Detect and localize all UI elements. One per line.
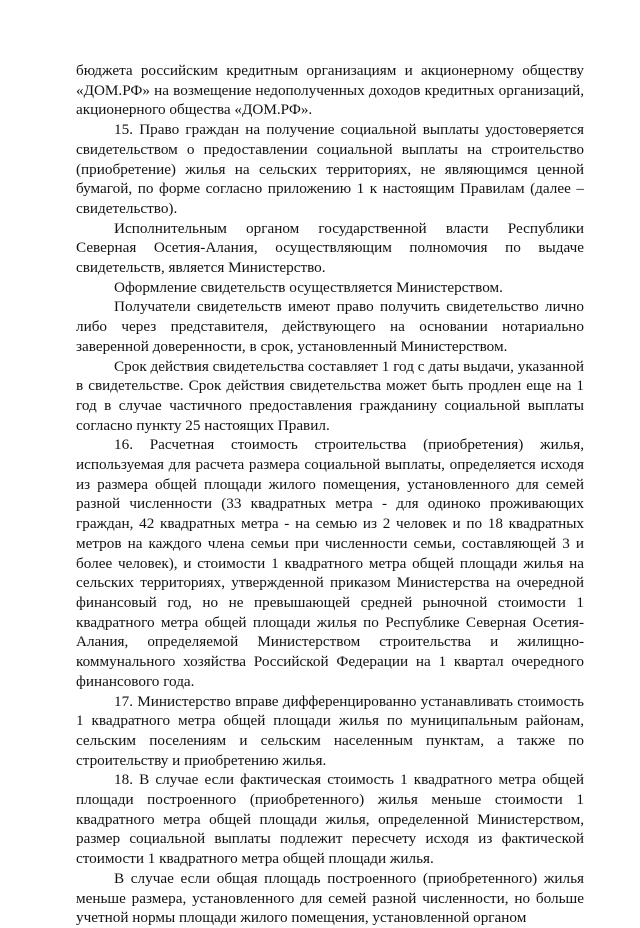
paragraph-recipients: Получатели свидетельств имеют право получить свидетельство лично либо через представителя, действующего на основании нотариально заверенной доверенности, в срок, установленный Министерством. [76,298,584,355]
paragraph-area-case: В случае если общая площадь построенного (приобретенного) жилья меньше размера, установленного для семей разной численности, но больше учетной нормы площади жилого помещения, установленной органом [76,869,584,927]
paragraph-budget-continuation: бюджета российским кредитным организациям и акционерному обществу «ДОМ.РФ» на возмещение недополученных доходов кредитных организаций, акционерного общества «ДОМ.РФ». [76,62,584,119]
paragraph-17-differentiation: 17. Министерство вправе дифференцированно устанавливать стоимость 1 квадратного метра общей площади жилья по муниципальным районам, сельским поселениям и сельским населенным пунктам, а также по строительству и приобретению жилья. [76,692,584,769]
paragraph-issuance: Оформление свидетельств осуществляется Министерством. [114,278,503,296]
paragraph-executive-body: Исполнительным органом государственной власти Республики Северная Осетия-Алания, осуществляющим полномочия по выдаче свидетельств, является Министерство. [76,219,584,277]
paragraph-validity-period: Срок действия свидетельства составляет 1 год с даты выдачи, указанной в свидетельстве. Срок действия свидетельства может быть продлен еще на 1 год в случае частичного предоставления гражданину социальной выплаты согласно пункту 25 настоящих Правил. [76,357,584,434]
paragraph-18-recalculation: 18. В случае если фактическая стоимость 1 квадратного метра общей площади построенного (приобретенного) жилья меньше стоимости 1 квадратного метра общей площади жилья, определенной Министерством, размер социальной выплаты подлежит пересчету исходя из фактической стоимости 1 квадратного метра общей площади жилья. [76,771,584,868]
paragraph-16-estimated-cost: 16. Расчетная стоимость строительства (приобретения) жилья, используемая для расчета размера социальной выплаты, определяется исходя из размера общей площади жилого помещения, установленного для семей разной численности (33 квадратных метра - для одиноко проживающих граждан, 42 квадратных метра - на семью из 2 человек и по 18 квадратных метров на каждого члена семьи при численности семьи, составляющей 3 и более человек), и стоимости 1 квадратного метра общей площади жилья на сельских территориях, утвержденной приказом Министерства на очередной финансовый год, но не превышающей средней рыночной стоимости 1 квадратного метра общей площади жилья по Республике Северная Осетия-Алания, определяемой Министерством строительства и жилищно-коммунального хозяйства Российской Федерации на 1 квартал очередного финансового года. [76,436,584,690]
paragraph-15-certificate: 15. Право граждан на получение социальной выплаты удостоверяется свидетельством о предоставлении социальной выплаты на строительство (приобретение) жилья на сельских территориях, не являющимся ценной бумагой, по форме согласно приложению 1 к настоящим Правилам (далее – свидетельство). [76,121,584,217]
